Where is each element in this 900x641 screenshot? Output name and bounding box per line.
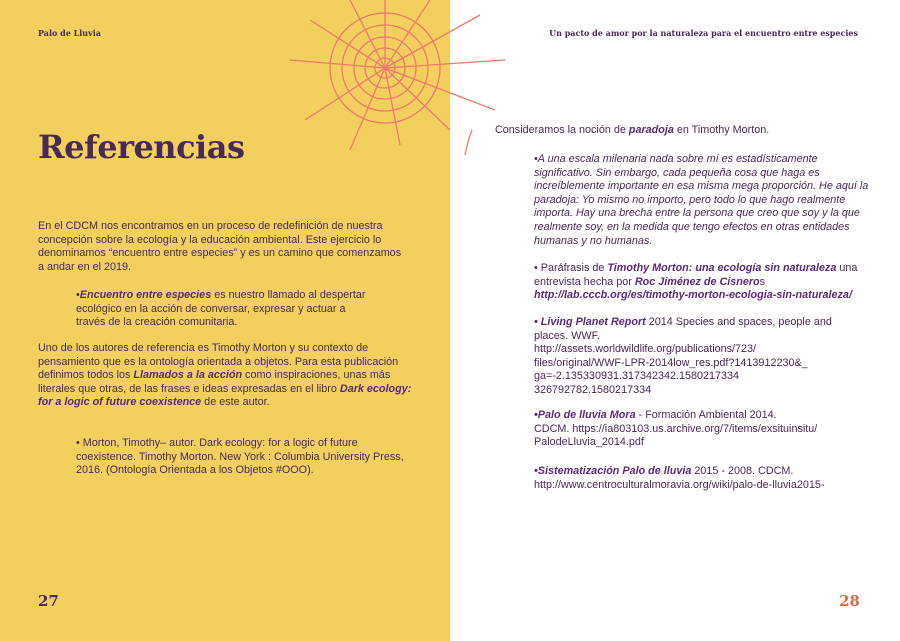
publication-subtitle: Un pacto de amor por la naturaleza para el encuentro entre especies: [549, 28, 858, 38]
ref4-url[interactable]: http://www.centroculturalmoravia.org/wiki/palo-de-lluvia2015-: [534, 478, 825, 491]
paradox-intro: [495, 124, 865, 138]
ref2-url-3[interactable]: ga=-2.135330931.317342342.1580217334: [534, 370, 740, 383]
morton-bold-book: Dark ecology: for a logic of future coexistence: [38, 382, 412, 409]
ref3-rest: - Formación Ambiental 2014.: [635, 409, 777, 421]
reference-cccb: [534, 262, 869, 303]
ref1-c: s: [759, 275, 766, 288]
reference-sistematizacion: [534, 465, 869, 492]
morton-text-a: Uno de los autores de referencia es Timothy Morton y su contexto de pensamiento que es la ontología orientada a objetos. Para esta publicación definimos todos los: [38, 342, 399, 382]
ref1-link[interactable]: http://lab.cccb.org/es/timothy-morton-ecologia-sin-naturaleza/: [534, 289, 852, 302]
morton-text-b: como inspiraciones, unas más literales que otras, de las frases e ideas expresadas en el libro: [38, 369, 391, 395]
ref4-bold: •Sistematización Palo de lluvia: [534, 465, 692, 477]
intro-paragraph: En el CDCM nos encontramos en un proceso de redefinición de nuestra concepción sobre la ecología y la educación ambiental. Este ejercicio lo denominamos “encuentro entre especies” y es un camino que comenzamos a andar en el 2019.: [38, 220, 402, 273]
bullet-encuentro-text: es nuestro llamado al despertar ecológico en la acción de conversar, expresar y actuar a través de la creación comunitaria.: [76, 289, 366, 329]
morton-text-c: de este autor.: [201, 396, 270, 409]
ref2-url-1[interactable]: http://assets.worldwildlife.org/publications/723/: [534, 343, 757, 356]
ref3-url-2[interactable]: PalodeLluvia_2014.pdf: [534, 436, 644, 449]
spiderweb-illustration: [290, 0, 510, 160]
page-number-left: 27: [38, 592, 59, 610]
bullet-morton-reference: • Morton, Timothy– autor. Dark ecology: for a logic of future coexistence. Timothy Morton. New York : Columbia University Press, 2016. (Ontología Orientada a los Objetos #OOO).: [76, 437, 404, 477]
page-number-right: 28: [839, 592, 860, 610]
ref1-author: Roc Jiménez de Cisnero: [634, 275, 760, 288]
ref2-url-2[interactable]: files/original/WWF-LPR-2014low_res.pdf?1413912230&_: [534, 356, 808, 369]
bullet-encuentro: •Encuentro entre especies es nuestro llamado al despertar ecológico en la acción de conversar, expresar y actuar a través de la creación comunitaria.: [76, 289, 366, 329]
ref3-url-1[interactable]: CDCM. https://ia803103.us.archive.org/7/items/exsituinsitu/: [534, 422, 818, 435]
paradox-intro-a: Consideramos la noción de: [495, 124, 629, 136]
ref2-bold: • Living Planet Report: [534, 316, 646, 328]
paradox-intro-bold: paradoja: [628, 124, 674, 136]
ref1-b: una entrevista hecha por: [534, 262, 858, 288]
paradox-intro-b: en Timothy Morton.: [673, 124, 770, 136]
ref2-rest: 2014 Species and spaces, people and places. WWF.: [534, 316, 832, 342]
ref1-bold: Timothy Morton: una ecología sin naturaleza: [607, 262, 837, 274]
page-title: Referencias: [38, 128, 245, 166]
ref1-a: • Paráfrasis de: [534, 262, 608, 274]
bullet-encuentro-bold: Encuentro entre especies: [79, 289, 212, 301]
morton-quote: •A una escala milenaria nada sobre mí es estadísticamente significativo. Sin embargo, cada pequeña cosa que haga es increíblemente importante en esa misma mega proporción. He aquí la paradoja: Yo mismo no importo, pero todo lo que hago realmente importa. Hay una brecha entre la persona que creo que soy y la que realmente soy, en la medida que tengo efectos en otras entidades humanas y no humanas.: [534, 153, 869, 247]
publication-title: Palo de Lluvia: [38, 28, 101, 38]
reference-palo-mora: [534, 409, 869, 450]
ref3-bold: •Palo de lluvia Mora: [534, 409, 636, 421]
reference-living-planet: [534, 316, 869, 398]
ref4-rest: 2015 - 2008. CDCM.: [691, 465, 794, 477]
ref2-url-4[interactable]: 326792782.1580217334: [534, 383, 652, 396]
morton-paragraph: [38, 342, 413, 410]
morton-bold-llamados: Llamados a la acción: [133, 369, 243, 382]
